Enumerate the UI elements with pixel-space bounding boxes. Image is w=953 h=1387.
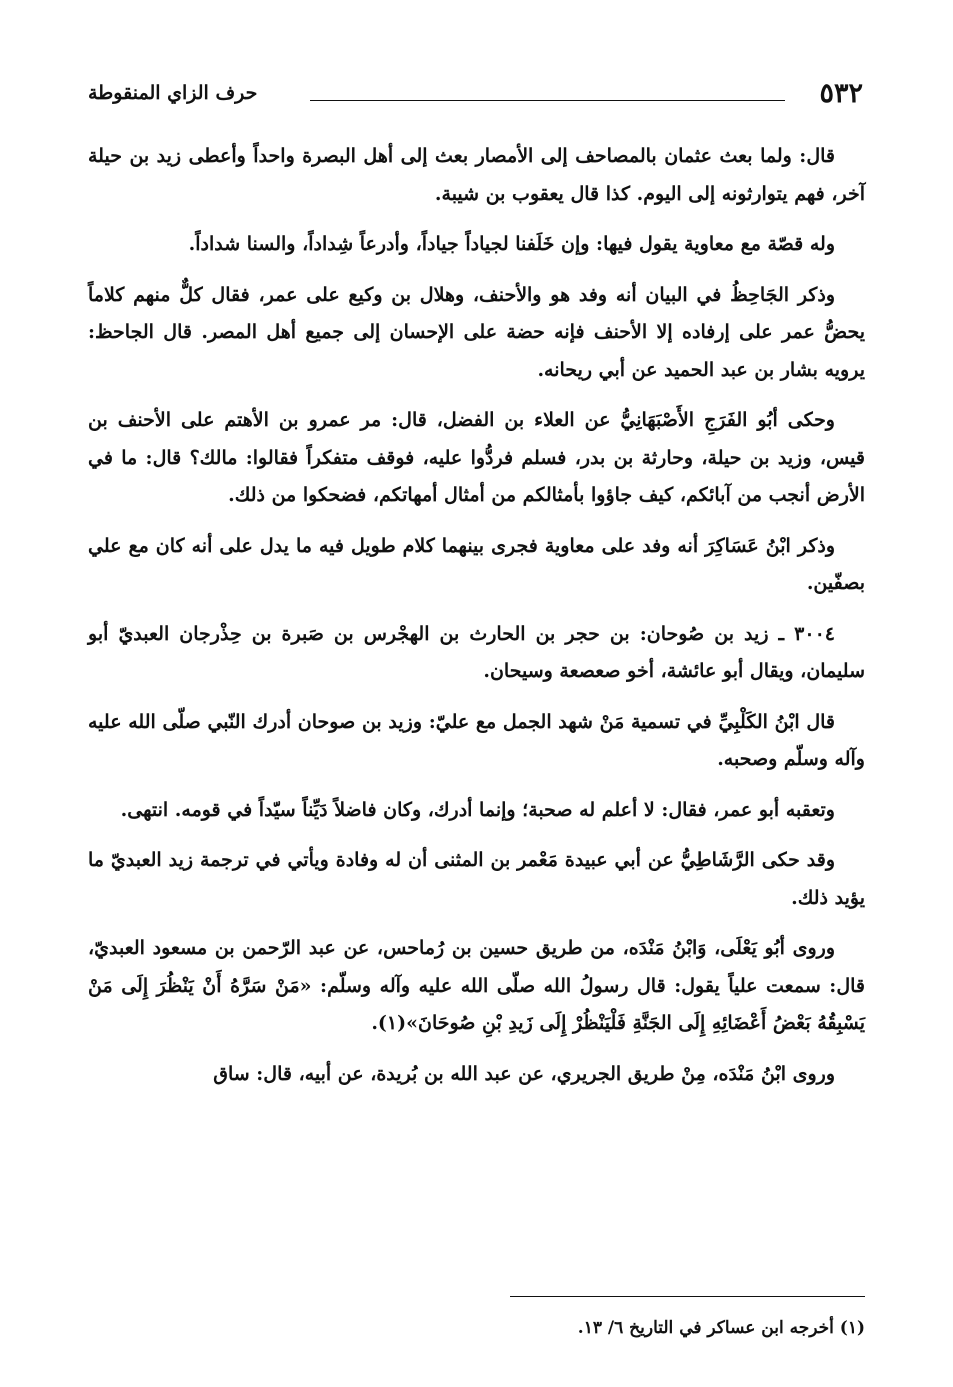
paragraph: قال: ولما بعث عثمان بالمصاحف إلى الأمصار بعث إلى أهل البصرة واحداً وأعطى زيد بن حيلة آخر، فهم يتوارثونه إلى اليوم. كذا قال يعقوب بن شيبة. bbox=[88, 145, 865, 205]
paragraph: وتعقبه أبو عمر، فقال: لا أعلم له صحبة؛ وإنما أدرك، وكان فاضلاً دَيِّناً سيّداً في قومه. انتهى. bbox=[120, 798, 835, 821]
paragraph: وروى أبُو يَعْلَى، وَابْنُ مَنْدَه، من طريق حسين بن رُماحس، عن عبد الرّحمن بن مسعود العبديّ، قال: سمعت علياً يقول: قال رسولُ الله صلّى الله عليه وآله وسلّم: «مَنْ سَرَّهُ أَنْ يَنْظُرَ إِلَى مَنْ يَسْبِقُهُ بَعْضُ أَعْضَائِهِ إِلَى الجَنَّةِ فَلْيَنْظُرْ إِلَى زَيدِ بْنِ صُوحَانَ»(١). bbox=[88, 937, 865, 1034]
paragraph: وقد حكى الرَّشَاطِيُّ عن أبي عبيدة مَعْمر بن المثنى أن له وفادة ويأتي في ترجمة زيد العبديّ ما يؤيد ذلك. bbox=[88, 849, 865, 909]
paragraph: وذكر ابْنُ عَسَاكِرَ أنه وفد على معاوية فجرى بينهما كلام طويل فيه ما يدل على أنه كان مع علي بصفّين. bbox=[88, 534, 865, 594]
running-title: حرف الزاي المنقوطة bbox=[88, 82, 258, 104]
paragraph: وذكر الجَاحِظُ في البيان أنه وفد هو والأحنف، وهلال بن وكيع على عمر، فقال كلٌّ منهم كلاماً يحضُّ عمر على إرفاده إلا الأحنف فإنه حضة على الإحسان إلى جميع أهل المصر. قال الجاحظ: يرويه بشار بن عبد الحميد عن أبي ريحانه. bbox=[88, 283, 865, 381]
page-number: ٥٣٢ bbox=[819, 78, 863, 109]
header-rule bbox=[310, 100, 785, 101]
paragraph: وحكى أبُو الفَرَجِ الأَصْبَهَانِيُّ عن العلاء بن الفضل، قال: مر عمرو بن الأهتم على الأحنف بن قيس، وزيد بن حيلة، وحارثة بن بدر، فسلم فردُّوا عليه، فوقف متفكراً فقالوا: مالك؟ قال: ما في الأرض أنجب من آبائكم، كيف جاؤوا بأمثالكم من أمثال أمهاتكم، فضحكوا من ذلك. bbox=[88, 409, 865, 506]
footnote: (١) أخرجه ابن عساكر في التاريخ ٦/ ١٣. bbox=[577, 1318, 865, 1338]
paragraph: وله قصّة مع معاوية يقول فيها: وإن خَلَفنا لجياداً جياداً، وأدرعاً شِداداً، والسنا شداداً. bbox=[188, 233, 835, 255]
body-text bbox=[88, 138, 865, 1106]
footnote-rule bbox=[510, 1296, 865, 1297]
page-header bbox=[88, 78, 863, 118]
paragraph: قال ابْنُ الكَلْبِيِّ في تسمية مَنْ شهد الجمل مع عليّ: وزيد بن صوحان أدرك النّبي صلّى الله عليه وآله وسلّم وصحبه. bbox=[88, 710, 865, 770]
paragraph: وروى ابْنُ مَنْدَه، مِنْ طريق الجريري، عن عبد الله بن بُريدة، عن أبيه، قال: ساق bbox=[213, 1062, 835, 1085]
entry-paragraph: ٣٠٠٤ ـ زيد بن صُوحان: بن حجر بن الحارث بن الهجْرس بن صَبرة بن حِذْرجان العبديّ أبو سليمان، ويقال أبو عائشة، أخو صعصعة وسيحان. bbox=[88, 622, 865, 682]
